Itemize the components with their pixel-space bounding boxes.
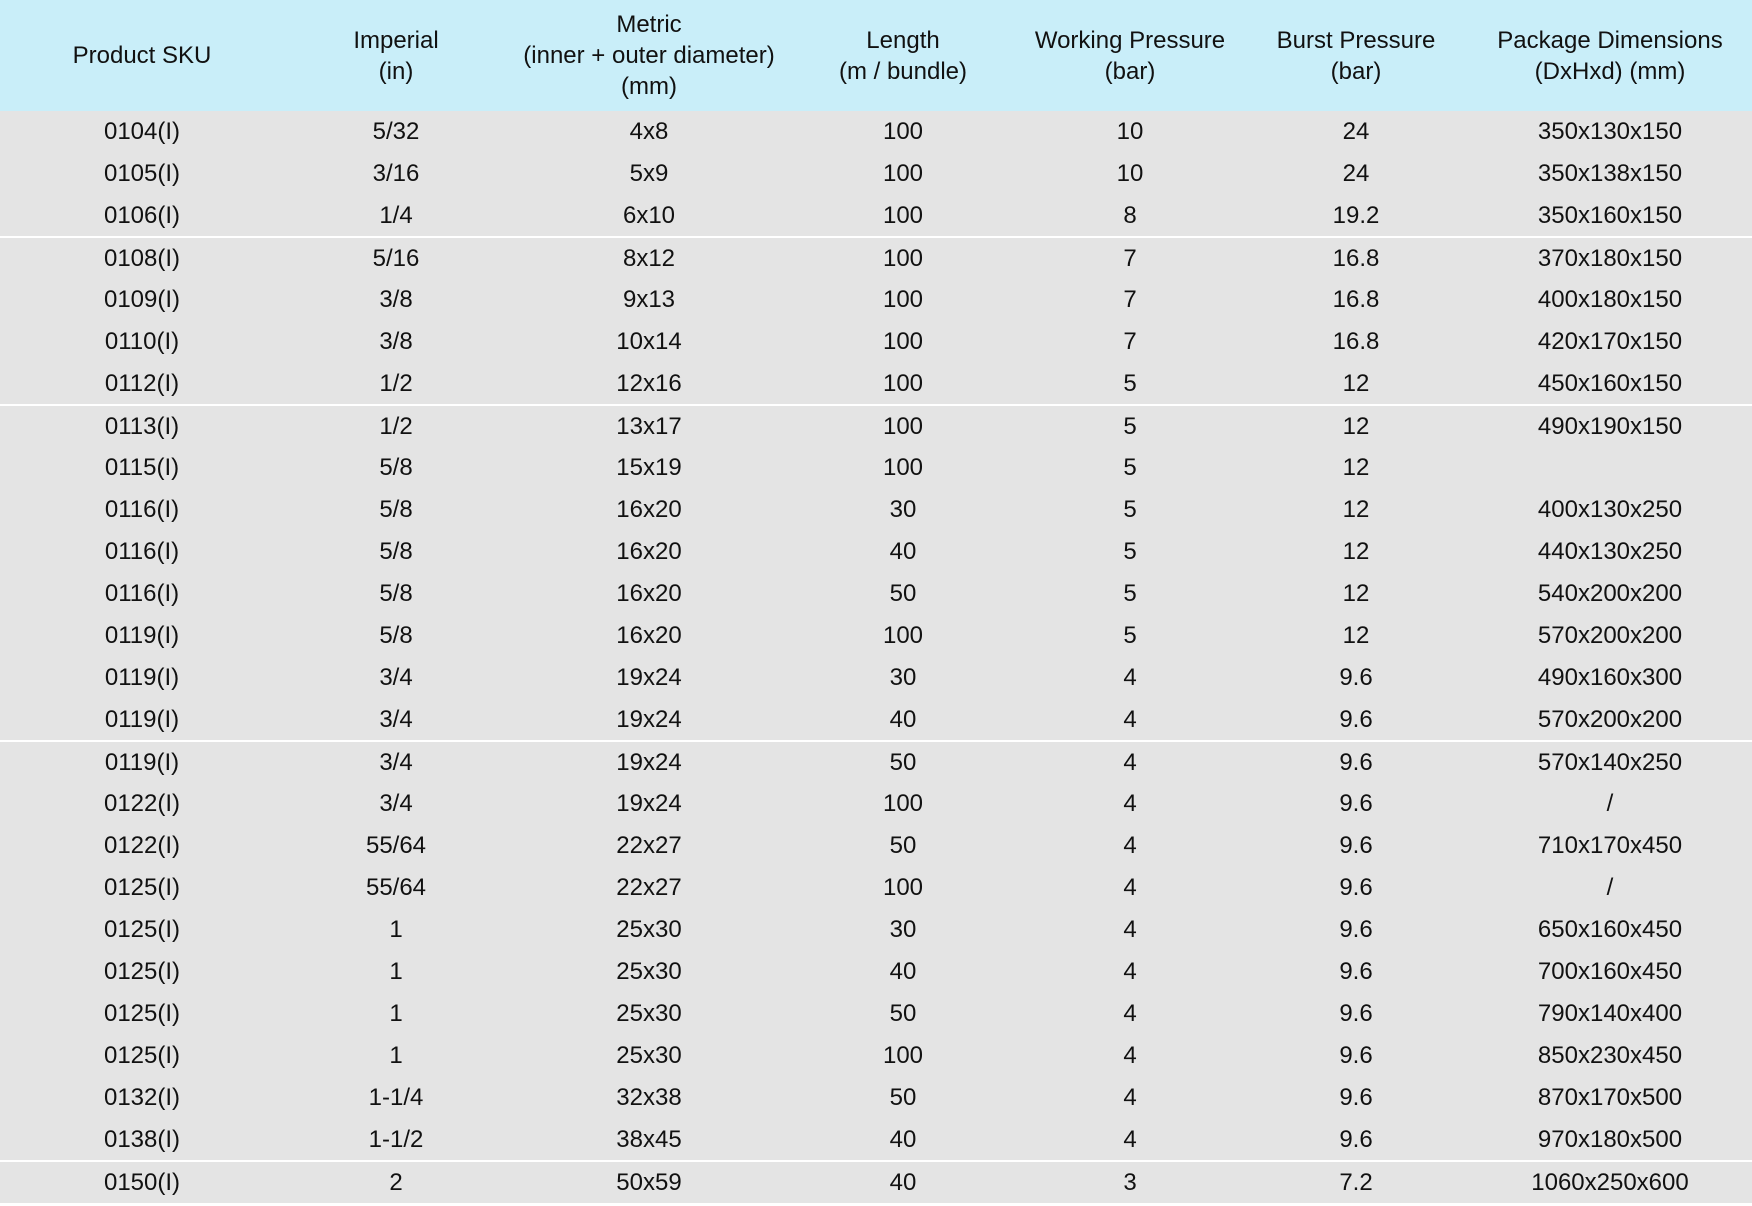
cell-working-pressure: 7 [1123,328,1137,355]
table-row [0,279,1752,321]
table-row [0,405,1752,447]
table-row [0,153,1752,195]
table-row [0,531,1752,573]
cell-imperial: 3/4 [379,705,413,733]
cell-length: 40 [889,538,917,565]
cell-imperial: 5/8 [379,580,413,607]
cell-sku: 0115(I) [104,454,180,481]
cell-sku: 0125(I) [103,1000,181,1027]
cell-working-pressure: 4 [1123,790,1137,817]
cell-sku: 0116(I) [104,538,180,565]
cell-burst-pressure: 9.6 [1339,1125,1373,1153]
cell-sku: 0113(I) [0,405,284,447]
cell-imperial: 3/8 [379,286,413,313]
cell-length: 100 [882,1042,924,1069]
cell-burst-pressure: 16.8 [1244,237,1468,279]
cell-working-pressure: 4 [1123,705,1137,733]
cell-imperial: 3/4 [379,664,413,691]
cell-working-pressure: 4 [1123,1042,1137,1069]
cell-imperial: 1/2 [284,405,508,447]
cell-imperial: 5/8 [379,538,413,565]
table-row [0,993,1752,1035]
cell-metric: 13x17 [508,405,790,447]
cell-burst-pressure: 9.6 [1339,1084,1373,1111]
cell-sku: 0119(I) [0,741,284,783]
cell-imperial: 2 [284,1161,508,1203]
cell-working-pressure: 7 [1016,237,1244,279]
table-row [0,951,1752,993]
cell-metric: 25x30 [616,916,682,943]
cell-metric: 5x9 [629,160,669,187]
cell-metric: 25x30 [616,958,682,985]
cell-imperial: 1 [389,958,403,985]
cell-package-dimensions: 350x138x150 [1537,160,1683,187]
header-line: (inner + outer diameter) [523,42,775,69]
cell-length: 100 [882,118,924,145]
cell-metric: 22x27 [616,874,682,901]
cell-imperial: 3/16 [372,160,420,187]
cell-imperial: 5/8 [379,622,413,649]
cell-length: 40 [790,1161,1016,1203]
cell-working-pressure: 3 [1016,1161,1244,1203]
cell-metric: 6x10 [622,201,676,229]
cell-length: 100 [882,874,924,901]
header-line: (bar) [1104,57,1156,85]
cell-burst-pressure: 12 [1244,405,1468,447]
cell-package-dimensions [1468,447,1752,489]
cell-imperial: 55/64 [365,832,427,859]
cell-package-dimensions: 490x190x150 [1468,405,1752,447]
header-line: Length [866,26,940,54]
cell-package-dimensions: 450x160x150 [1537,369,1683,397]
cell-sku: 0112(I) [104,369,180,397]
table-row [0,489,1752,531]
cell-sku: 0106(I) [103,201,181,229]
header-product-sku [0,0,284,111]
cell-sku: 0105(I) [103,160,181,187]
cell-length: 30 [889,496,917,523]
cell-package-dimensions: 790x140x400 [1537,1000,1683,1027]
cell-burst-pressure: 9.6 [1244,741,1468,783]
header-line: (bar) [1330,57,1382,85]
table-body [0,111,1752,1203]
table-row [0,657,1752,699]
cell-working-pressure: 8 [1123,201,1137,229]
cell-working-pressure: 4 [1016,741,1244,783]
cell-length: 100 [790,237,1016,279]
cell-sku: 0119(I) [104,664,180,691]
table-row [0,363,1752,405]
cell-burst-pressure: 12 [1342,369,1370,397]
cell-length: 40 [889,958,917,985]
cell-imperial: 5/8 [379,496,413,523]
cell-working-pressure: 5 [1123,496,1137,523]
cell-metric: 10x14 [616,328,682,355]
cell-imperial: 1-1/2 [368,1125,424,1153]
cell-sku: 0122(I) [103,832,181,859]
header-burst-pressure [1244,0,1468,111]
cell-working-pressure: 5 [1123,580,1137,607]
cell-working-pressure: 4 [1123,958,1137,985]
cell-metric: 38x45 [616,1125,682,1153]
cell-working-pressure: 10 [1116,118,1144,145]
cell-metric: 9x13 [622,286,676,313]
cell-package-dimensions: 1060x250x600 [1468,1161,1752,1203]
cell-length: 40 [889,1125,917,1153]
cell-working-pressure: 4 [1123,664,1137,691]
cell-burst-pressure: 9.6 [1339,705,1373,733]
cell-working-pressure: 4 [1123,1084,1137,1111]
header-length [790,0,1016,111]
cell-sku: 0132(I) [103,1084,181,1111]
table-row [0,447,1752,489]
cell-burst-pressure: 12 [1342,496,1370,523]
cell-burst-pressure: 12 [1342,538,1370,565]
cell-metric: 16x20 [616,496,682,523]
table-row [0,741,1752,783]
cell-metric: 50x59 [508,1161,790,1203]
cell-burst-pressure: 9.6 [1339,958,1373,985]
cell-sku: 0150(I) [0,1161,284,1203]
header-row [0,0,1752,111]
cell-length: 100 [790,405,1016,447]
cell-metric: 15x19 [616,454,682,481]
cell-length: 100 [882,160,924,187]
cell-package-dimensions: 420x170x150 [1537,328,1683,355]
cell-length: 100 [882,790,924,817]
cell-working-pressure: 5 [1123,454,1137,481]
header-imperial [284,0,508,111]
table-row [0,1077,1752,1119]
cell-length: 100 [882,622,924,649]
table-row [0,1119,1752,1161]
table-row [0,1161,1752,1203]
cell-length: 100 [882,454,924,481]
cell-metric: 32x38 [616,1084,682,1111]
cell-metric: 19x24 [616,705,682,733]
cell-burst-pressure: 19.2 [1332,201,1380,229]
header-metric [508,0,790,111]
cell-metric: 22x27 [616,832,682,859]
cell-package-dimensions: 400x130x250 [1537,496,1683,523]
cell-working-pressure: 5 [1016,405,1244,447]
cell-package-dimensions: 540x200x200 [1537,580,1683,607]
cell-imperial: 1 [389,1042,403,1069]
cell-sku: 0125(I) [103,916,181,943]
cell-length: 40 [889,705,917,733]
cell-sku: 0119(I) [104,622,180,649]
header-line: Product SKU [72,42,212,69]
cell-length: 100 [882,286,924,313]
cell-package-dimensions: 700x160x450 [1537,958,1683,985]
header-line: Imperial [353,26,439,54]
cell-burst-pressure: 12 [1342,580,1370,607]
cell-burst-pressure: 9.6 [1339,832,1373,859]
cell-imperial: 1/4 [379,201,413,229]
cell-imperial: 55/64 [365,874,427,901]
cell-sku: 0109(I) [103,286,181,313]
cell-imperial: 1-1/4 [368,1084,424,1111]
cell-burst-pressure: 9.6 [1339,790,1373,817]
cell-metric: 25x30 [616,1000,682,1027]
cell-sku: 0104(I) [103,118,181,145]
cell-imperial: 3/8 [379,328,413,355]
cell-package-dimensions: 870x170x500 [1537,1084,1683,1111]
header-line: Metric [616,11,682,38]
cell-package-dimensions: 570x140x250 [1468,741,1752,783]
cell-package-dimensions: 490x160x300 [1537,664,1683,691]
cell-metric: 19x24 [508,741,790,783]
cell-imperial: 3/4 [379,790,413,817]
table-row [0,783,1752,825]
cell-length: 50 [889,1084,917,1111]
cell-sku: 0110(I) [104,328,180,355]
cell-length: 30 [889,664,917,691]
cell-length: 30 [889,916,917,943]
cell-package-dimensions: / [1606,790,1614,817]
cell-sku: 0125(I) [103,1042,181,1069]
header-line: Package Dimensions [1497,26,1723,54]
cell-length: 100 [882,328,924,355]
cell-metric: 25x30 [616,1042,682,1069]
cell-working-pressure: 5 [1123,538,1137,565]
cell-metric: 16x20 [616,538,682,565]
cell-working-pressure: 5 [1123,369,1137,397]
cell-imperial: 5/16 [284,237,508,279]
cell-imperial: 3/4 [284,741,508,783]
cell-burst-pressure: 9.6 [1339,1042,1373,1069]
cell-metric: 19x24 [616,664,682,691]
cell-length: 50 [889,580,917,607]
cell-burst-pressure: 7.2 [1244,1161,1468,1203]
cell-package-dimensions: 970x180x500 [1537,1125,1683,1153]
cell-burst-pressure: 12 [1342,622,1370,649]
cell-burst-pressure: 9.6 [1339,916,1373,943]
table-row [0,573,1752,615]
table-row [0,1035,1752,1077]
table-header [0,0,1752,111]
cell-working-pressure: 4 [1123,832,1137,859]
table-row [0,909,1752,951]
cell-sku: 0116(I) [104,580,180,607]
cell-imperial: 5/32 [372,118,420,145]
cell-package-dimensions: 570x200x200 [1537,622,1683,649]
cell-package-dimensions: 650x160x450 [1537,916,1683,943]
cell-length: 50 [790,741,1016,783]
cell-imperial: 1 [389,1000,403,1027]
cell-working-pressure: 7 [1123,286,1137,313]
cell-sku: 0119(I) [104,705,180,733]
cell-burst-pressure: 9.6 [1339,664,1373,691]
cell-burst-pressure: 9.6 [1339,1000,1373,1027]
cell-imperial: 1 [389,916,403,943]
header-line: (in) [378,57,414,85]
cell-package-dimensions: 570x200x200 [1537,705,1683,733]
table-row [0,111,1752,153]
cell-package-dimensions: 850x230x450 [1537,1042,1683,1069]
cell-metric: 4x8 [629,118,669,145]
cell-package-dimensions: 400x180x150 [1537,286,1683,313]
table-row [0,825,1752,867]
cell-sku: 0138(I) [103,1125,181,1153]
cell-sku: 0125(I) [103,874,181,901]
header-line: (m / bundle) [838,57,968,85]
cell-package-dimensions: 350x130x150 [1537,118,1683,145]
cell-burst-pressure: 12 [1342,454,1370,481]
header-line: Working Pressure [1034,26,1226,54]
cell-burst-pressure: 16.8 [1332,286,1380,313]
cell-working-pressure: 4 [1123,1125,1137,1153]
table-row [0,615,1752,657]
cell-metric: 12x16 [616,369,682,397]
cell-burst-pressure: 16.8 [1332,328,1380,355]
cell-package-dimensions: 440x130x250 [1537,538,1683,565]
cell-length: 100 [882,201,924,229]
header-working-pressure [1016,0,1244,111]
cell-imperial: 1/2 [379,369,413,397]
cell-metric: 16x20 [616,580,682,607]
cell-metric: 8x12 [508,237,790,279]
table-row [0,195,1752,237]
cell-metric: 19x24 [616,790,682,817]
cell-sku: 0108(I) [0,237,284,279]
header-line: (DxHxd) (mm) [1534,57,1686,85]
cell-sku: 0125(I) [103,958,181,985]
cell-imperial: 5/8 [379,454,413,481]
cell-sku: 0122(I) [103,790,181,817]
cell-burst-pressure: 24 [1342,160,1370,187]
table-row [0,321,1752,363]
cell-burst-pressure: 9.6 [1339,874,1373,901]
cell-length: 50 [889,1000,917,1027]
cell-package-dimensions: 350x160x150 [1537,201,1683,229]
cell-length: 100 [882,369,924,397]
cell-working-pressure: 10 [1116,160,1144,187]
cell-working-pressure: 4 [1123,874,1137,901]
table-row [0,867,1752,909]
cell-working-pressure: 5 [1123,622,1137,649]
cell-package-dimensions: 710x170x450 [1537,832,1683,859]
cell-sku: 0116(I) [104,496,180,523]
header-package-dimensions [1468,0,1752,111]
cell-working-pressure: 4 [1123,1000,1137,1027]
table-row [0,699,1752,741]
table-row [0,237,1752,279]
cell-metric: 16x20 [616,622,682,649]
cell-working-pressure: 4 [1123,916,1137,943]
cell-package-dimensions: 370x180x150 [1468,237,1752,279]
cell-package-dimensions: / [1606,874,1614,901]
cell-length: 50 [889,832,917,859]
header-line: (mm) [621,73,677,100]
header-line: Burst Pressure [1276,26,1436,54]
cell-burst-pressure: 24 [1342,118,1370,145]
